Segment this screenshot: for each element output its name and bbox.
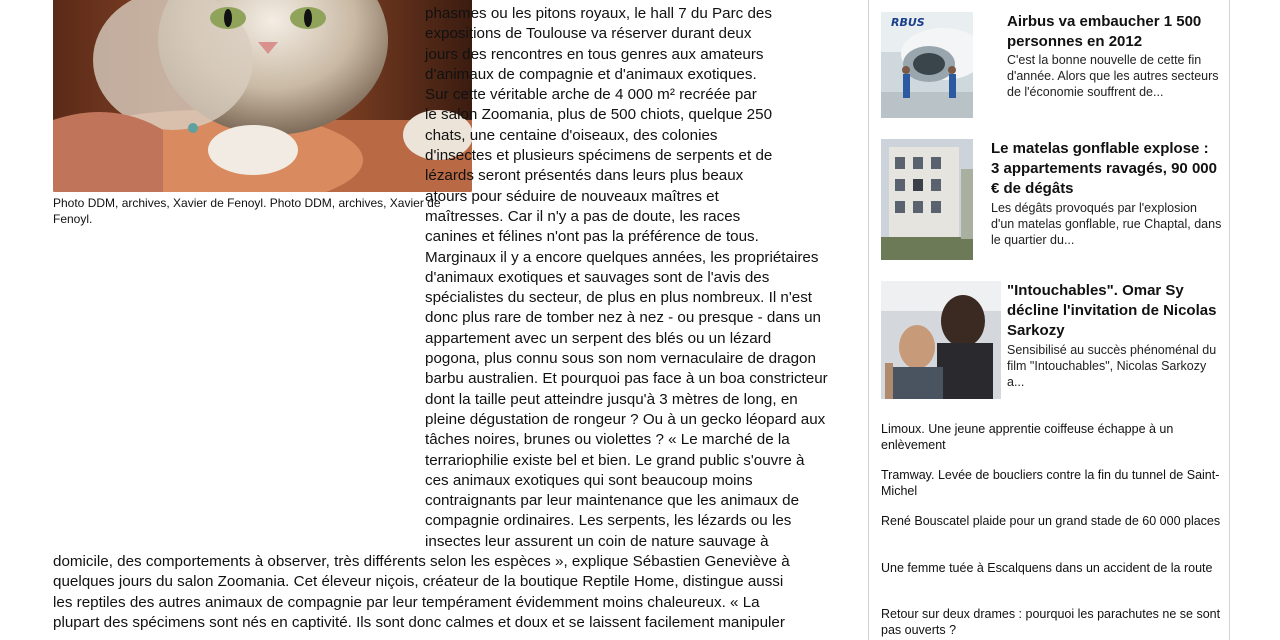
airbus-photo-icon[interactable] (881, 12, 973, 118)
headline-link[interactable]: Une femme tuée à Escalquens dans un accident de la route (881, 561, 1213, 575)
article-line: pogona, plus connu sous son nom vernaculaire de dragon (425, 350, 816, 368)
article-line: appartement avec un serpent des blés ou un lézard (425, 329, 772, 347)
article-line: domicile, des comportements à observer, très différents selon les espèces », explique Sébastien Geneviève à (53, 553, 790, 571)
article-line: tâches noires, brunes ou violettes ? « Le marché de la (425, 431, 790, 449)
article-line: barbu australien. Et pourquoi pas face à un boa constricteur (425, 370, 828, 388)
article-line: terrariophilie existe bel et bien. Le grand public s'ouvre à (425, 451, 805, 469)
news-title[interactable]: "Intouchables". Omar Sy décline l'invitation de Nicolas Sarkozy (1007, 282, 1217, 339)
headline-link[interactable]: Tramway. Levée de boucliers contre la fin du tunnel de Saint-Michel (881, 468, 1220, 498)
news-description: C'est la bonne nouvelle de cette fin d'année. Alors que les autres secteurs de l'économie souffrent de... (1007, 53, 1219, 99)
article-line: donc plus rare de tomber nez à nez - ou presque - dans un (425, 309, 821, 327)
svg-text:RBUS: RBUS (891, 16, 925, 29)
article-line: d'animaux exotiques et sauvages sont de l'avis des (425, 268, 770, 286)
building-photo-icon[interactable] (881, 139, 973, 260)
article-line: compagnie ordinaires. Les serpents, les lézards ou les (425, 512, 792, 530)
article-line: canines et félines n'ont pas la préférence de tous. (425, 228, 759, 246)
article-line: maîtresses. Car il n'y a pas de doute, les races (425, 207, 741, 225)
article-line: insectes leur assurent un coin de nature sauvage à (425, 532, 769, 550)
article-line: Marginaux il y a encore quelques années, les propriétaires (425, 248, 819, 266)
article-line: contraignants par leur maintenance que les animaux de (425, 492, 800, 510)
featured-news-item[interactable] (881, 281, 1221, 401)
news-description: Les dégâts provoqués par l'explosion d'un matelas gonflable, rue Chaptal, dans le quartier du... (991, 201, 1222, 247)
headline-link[interactable]: René Bouscatel plaide pour un grand stade de 60 000 places (881, 514, 1221, 528)
featured-news-item[interactable] (881, 12, 1221, 122)
article-line: Sur cette véritable arche de 4 000 m² recréée par (425, 86, 757, 104)
article-line: pleine dégustation de rongeur ? Ou à un gecko léopard aux (425, 410, 826, 428)
article-line: d'insectes et plusieurs spécimens de serpents et de (425, 147, 773, 165)
headline-link[interactable]: Retour sur deux drames : pourquoi les parachutes ne se sont pas ouverts ? (881, 607, 1221, 637)
article-line: ces animaux exotiques qui sont beaucoup moins (425, 471, 753, 489)
article-line: expositions de Toulouse va réserver durant deux (425, 25, 752, 43)
article-line: d'animaux de compagnie et d'animaux exotiques. (425, 65, 757, 83)
article-line: le salon Zoomania, plus de 500 chiots, quelque 250 (425, 106, 773, 124)
article-line: dont la taille peut atteindre jusqu'à 3 mètres de long, en (425, 390, 798, 408)
article-line: atours pour séduire de nouveaux maîtres et (425, 187, 719, 205)
article-line: spécialistes du secteur, de plus en plus nombreux. Il n'est (425, 289, 813, 307)
news-title[interactable]: Le matelas gonflable explose : 3 appartements ravagés, 90 000 € de dégâts (991, 140, 1217, 197)
article-line: phasmes ou les pitons royaux, le hall 7 du Parc des (425, 5, 772, 22)
article-line: chats, une centaine d'oiseaux, des colonies (425, 126, 718, 144)
sidebar (868, 0, 1230, 640)
news-description: Sensibilisé au succès phénoménal du film "Intouchables", Nicolas Sarkozy a... (1007, 343, 1217, 389)
news-title[interactable]: Airbus va embaucher 1 500 personnes en 2012 (1007, 13, 1202, 50)
article-line: jours des rencontres en tous genres aux amateurs (425, 45, 764, 63)
headline-link[interactable]: Limoux. Une jeune apprentie coiffeuse échappe à un enlèvement (881, 422, 1174, 452)
article-photo-cat (53, 0, 472, 192)
article-line: quelques jours du salon Zoomania. Cet éleveur niçois, créateur de la boutique Reptile Home, distingue aussi (53, 573, 784, 591)
photo-caption: Photo DDM, archives, Xavier de Fenoyl. Photo DDM, archives, Xavier de Fenoyl. (53, 196, 441, 226)
article-line: lézards seront présentés dans leurs plus beaux (425, 167, 744, 185)
featured-news-item[interactable] (881, 139, 1221, 261)
actors-photo-icon[interactable] (881, 281, 1001, 399)
article-line: les reptiles des autres animaux de compagnie par leur tempérament évidemment moins chaleureux. « La (53, 593, 760, 611)
article-line: plupart des spécimens sont nés en captivité. Ils sont donc calmes et doux et se laissent facilement manipuler (53, 613, 785, 631)
